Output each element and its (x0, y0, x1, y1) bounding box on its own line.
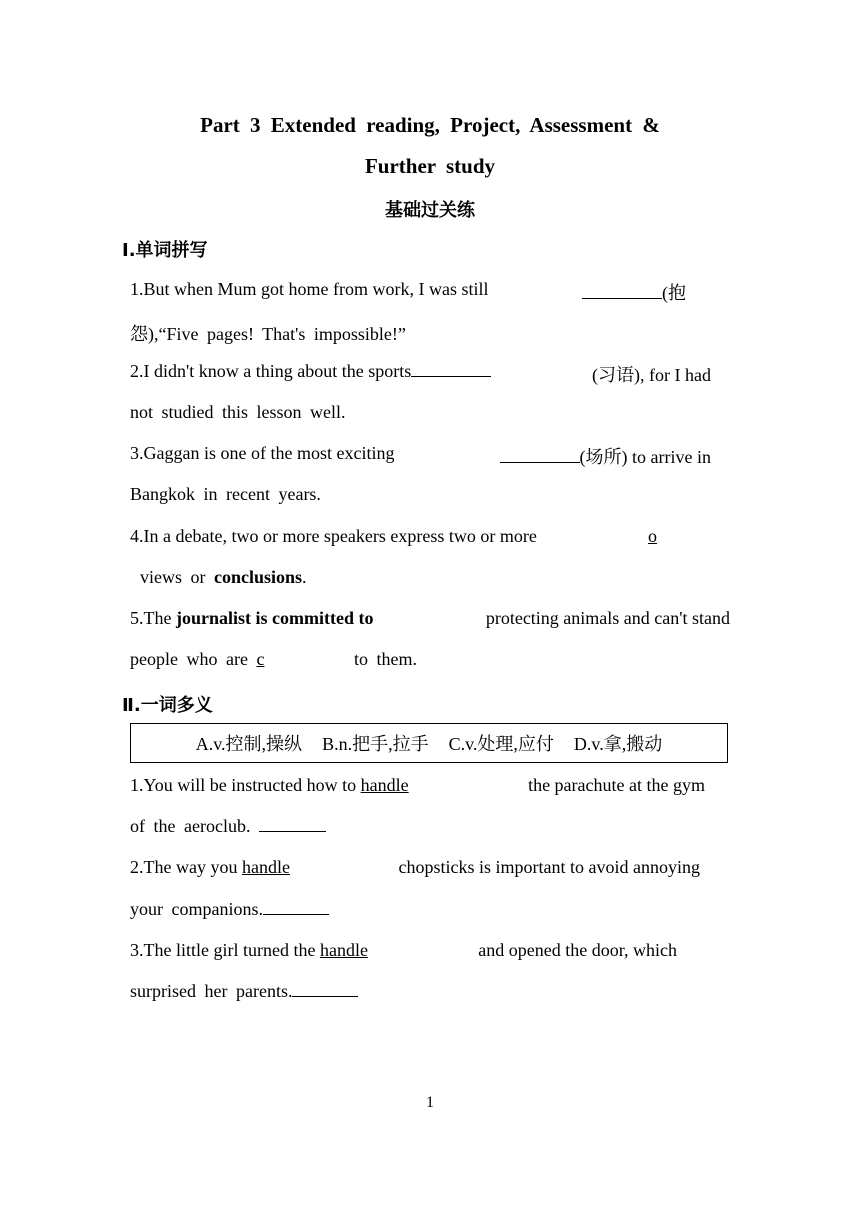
answer-blank[interactable] (500, 448, 580, 463)
answer-blank[interactable] (259, 817, 326, 832)
s1-question-3-line-2: Bangkok in recent years. (130, 484, 321, 504)
s1-question-2-line-2: not studied this lesson well. (130, 402, 346, 422)
title-line-1: Part 3 Extended reading, Project, Assessment & (200, 113, 660, 137)
s2-question-2-line-1: 2.The way you handle chopsticks is important to avoid annoying (130, 857, 700, 877)
s2-question-3-line-1: 3.The little girl turned the handle and opened the door, which (130, 940, 677, 960)
answer-blank[interactable] (411, 362, 491, 377)
section-heading-spelling: Ⅰ.单词拼写 (122, 240, 208, 261)
answer-blank[interactable] (263, 900, 329, 915)
s1-question-2-line-1: 2.I didn't know a thing about the sports (习语), for I had (130, 361, 711, 385)
option-a: A.v.控制,操纵 (195, 734, 303, 754)
s1-question-5-line-1: 5.The journalist is committed to protecting animals and can't stand (130, 608, 730, 628)
s1-question-3-line-1: 3.Gaggan is one of the most exciting (场所) to arrive in (130, 443, 711, 467)
s1-question-1-line-2: 怨),“Five pages! That's impossible!” (130, 324, 406, 344)
answer-blank-with-letter[interactable]: o (648, 526, 657, 546)
s1-question-4-line-1: 4.In a debate, two or more speakers express two or more o (130, 526, 730, 547)
option-b: B.n.把手,拉手 (322, 734, 429, 754)
s2-question-3-line-2: surprised her parents. (130, 981, 730, 1002)
title-line-2: Further study (364, 154, 496, 178)
answer-blank[interactable] (582, 284, 662, 299)
s1-question-4-line-2: views or conclusions. (140, 567, 307, 587)
options-box (130, 723, 728, 763)
s1-question-1-line-1: 1.But when Mum got home from work, I was still (抱 (130, 279, 686, 303)
s1-question-5-line-2: people who are c to them. (130, 649, 417, 669)
s2-question-1-line-2: of the aeroclub. (130, 816, 730, 837)
s2-question-2-line-2: your companions. (130, 899, 730, 920)
section-heading-polysemy: Ⅱ.一词多义 (122, 695, 213, 716)
answer-blank[interactable] (292, 982, 358, 997)
page-number: 1 (426, 1094, 434, 1111)
answer-blank-with-letter[interactable]: c (256, 649, 265, 669)
option-c: C.v.处理,应付 (448, 734, 554, 754)
subtitle: 基础过关练 (385, 200, 475, 221)
option-d: D.v.拿,搬动 (573, 734, 663, 754)
s2-question-1-line-1: 1.You will be instructed how to handle the parachute at the gym (130, 775, 705, 795)
